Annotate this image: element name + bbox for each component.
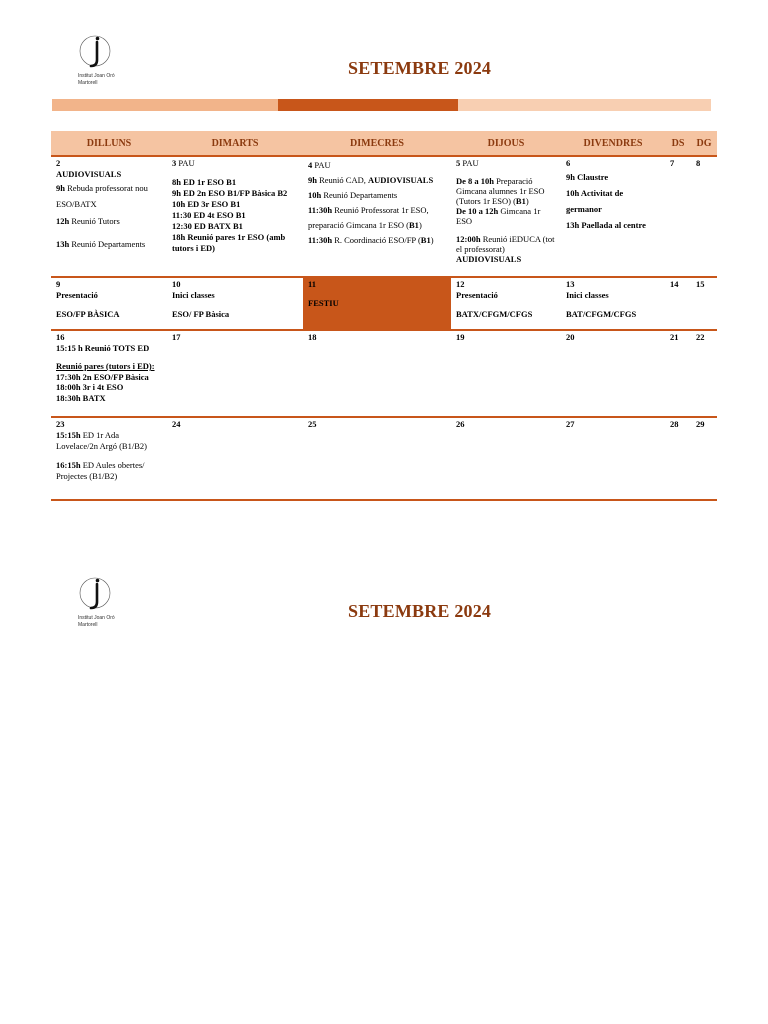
day-cell-saturday — [665, 277, 691, 330]
event-time: De 10 a 12h — [456, 206, 499, 216]
event-time: 11:30h — [308, 205, 333, 215]
header-dg: DG — [691, 131, 717, 156]
event-text: 8h ED 1r ESO B1 — [172, 177, 237, 187]
event-text: PAU — [312, 160, 331, 170]
day-cell-sunday — [691, 417, 717, 500]
event-text: Reunió Professorat 1r ESO, preparació Gimcana 1r ESO ( — [308, 205, 429, 230]
day-number: 20 — [566, 332, 575, 342]
event-time: 10h — [308, 190, 322, 200]
event-time: 13h — [56, 239, 70, 249]
event-text: AUDIOVISUALS — [456, 254, 522, 264]
event-text: Reunió Departaments — [321, 190, 398, 200]
day-cell — [303, 330, 451, 417]
event-text: Reunió CAD, — [316, 175, 368, 185]
day-number: 10 — [172, 279, 181, 289]
day-number: 3 — [172, 158, 177, 168]
day-cell-saturday — [665, 330, 691, 417]
day-number: 23 — [56, 419, 65, 429]
color-bar-segment-3 — [458, 99, 711, 111]
day-cell — [51, 330, 167, 417]
week-row — [51, 277, 717, 330]
event-text: ED 1r Ada Lovelace/2n Argó (B1/B2) — [56, 430, 147, 451]
event-time: 12:00h — [456, 234, 481, 244]
event-text: PAU — [460, 158, 479, 168]
day-cell — [303, 156, 451, 277]
event-text: BATX/CFGM/CFGS — [456, 309, 533, 319]
color-bar — [52, 99, 711, 111]
event-text: Reunió Departaments — [69, 239, 146, 249]
event-text: ) — [525, 196, 529, 206]
event-text: 18:00h 3r i 4t ESO — [56, 382, 124, 392]
event-text: ESO/ FP Bàsica — [172, 309, 230, 319]
event-text: ED Aules obertes/ Projectes (B1/B2) — [56, 460, 145, 481]
day-cell — [561, 277, 665, 330]
school-logo-repeat — [78, 576, 138, 628]
day-number: 14 — [670, 279, 679, 289]
day-number: 22 — [696, 332, 705, 342]
event-text: ) — [418, 220, 422, 230]
event-text: ESO/FP BÀSICA — [56, 309, 120, 319]
event-text: 10h ED 3r ESO B1 — [172, 199, 241, 209]
day-cell-saturday — [665, 156, 691, 277]
logo-caption-1: Institut Joan Oró — [78, 615, 115, 621]
logo-j-icon — [78, 34, 112, 72]
calendar-table — [51, 131, 717, 501]
day-number: 5 — [456, 158, 461, 168]
day-cell — [51, 417, 167, 500]
week-row — [51, 417, 717, 500]
day-cell — [303, 417, 451, 500]
event-text: Inici classes — [566, 290, 609, 300]
day-number: 12 — [456, 279, 465, 289]
day-number: 29 — [696, 419, 705, 429]
header-dijous: DIJOUS — [451, 131, 561, 156]
event-text: 11:30 ED 4t ESO B1 — [172, 210, 246, 220]
day-cell — [451, 417, 561, 500]
day-cell — [167, 277, 303, 330]
week-row — [51, 156, 717, 277]
event-text: Reunió pares (tutors i ED): — [56, 361, 155, 371]
event-time: 15:15h — [56, 430, 81, 440]
day-cell-sunday — [691, 277, 717, 330]
event-text: 15:15 h Reunió TOTS ED — [56, 342, 150, 353]
event-text: FESTIU — [308, 298, 339, 308]
event-time: 11:30h — [308, 235, 333, 245]
page-title-repeat: SETEMBRE 2024 — [348, 601, 492, 621]
day-number: 27 — [566, 419, 575, 429]
day-number: 2 — [56, 158, 61, 168]
event-text: Preparació Gimcana alumnes 1r ESO (Tutors 1r ESO) ( — [456, 176, 545, 206]
calendar-header-row — [51, 131, 717, 156]
event-text: PAU — [176, 158, 195, 168]
event-text: 17:30h 2n ESO/FP Bàsica — [56, 371, 149, 382]
event-time: De 8 a 10h — [456, 176, 495, 186]
event-time: 12h — [56, 216, 70, 226]
week-row — [51, 330, 717, 417]
event-text: 9h Claustre — [566, 172, 609, 182]
day-cell — [51, 277, 167, 330]
day-number: 6 — [566, 158, 571, 168]
day-number: 9 — [56, 279, 61, 289]
day-number: 28 — [670, 419, 679, 429]
day-cell — [561, 417, 665, 500]
day-cell-saturday — [665, 417, 691, 500]
event-time: 9h — [56, 183, 65, 193]
day-cell-holiday — [303, 277, 451, 330]
header-ds: DS — [665, 131, 691, 156]
event-text: 12:30 ED BATX B1 — [172, 221, 243, 231]
event-text: AUDIOVISUALS — [56, 169, 122, 179]
event-text: Presentació — [56, 290, 98, 300]
day-number: 18 — [308, 332, 317, 342]
event-text: B1 — [420, 235, 431, 245]
day-number: 17 — [172, 332, 181, 342]
day-number: 16 — [56, 332, 65, 342]
day-cell — [451, 330, 561, 417]
school-logo — [78, 34, 138, 86]
event-text: B1 — [409, 220, 419, 230]
event-text: Gimcana 1r ESO — [456, 206, 541, 226]
day-number: 21 — [670, 332, 679, 342]
page-title: SETEMBRE 2024 — [348, 58, 492, 78]
color-bar-segment-1 — [52, 99, 278, 111]
day-number: 4 — [308, 160, 313, 170]
event-text: Reunió iEDUCA (tot el professorat) — [456, 234, 555, 254]
day-number: 24 — [172, 419, 181, 429]
day-cell — [167, 330, 303, 417]
day-number: 26 — [456, 419, 465, 429]
day-number: 25 — [308, 419, 317, 429]
event-text: Reunió Tutors — [69, 216, 120, 226]
logo-caption-2: Martorell — [78, 622, 98, 628]
day-number: 13 — [566, 279, 575, 289]
day-cell — [561, 330, 665, 417]
logo-j-icon — [78, 576, 112, 614]
day-cell — [167, 156, 303, 277]
day-cell — [51, 156, 167, 277]
event-text: 10h Activitat de germanor — [566, 188, 624, 214]
event-text: 18:30h BATX — [56, 392, 106, 403]
event-time: 16:15h — [56, 460, 81, 470]
day-cell — [561, 156, 665, 277]
color-bar-segment-2 — [278, 99, 458, 111]
day-number: 15 — [696, 279, 705, 289]
header-dimecres: DIMECRES — [303, 131, 451, 156]
event-text: 9h ED 2n ESO B1/FP Bàsica B2 — [172, 188, 288, 198]
day-cell-sunday — [691, 156, 717, 277]
day-number: 7 — [670, 158, 675, 168]
day-cell-sunday — [691, 330, 717, 417]
event-text: 18h Reunió pares 1r ESO (amb tutors i ED) — [172, 232, 286, 253]
event-text: B1 — [515, 196, 526, 206]
header-divendres: DIVENDRES — [561, 131, 665, 156]
event-text: Inici classes — [172, 290, 215, 300]
event-text: AUDIOVISUALS — [367, 175, 434, 185]
event-text: Rebuda professorat nou ESO/BATX — [56, 183, 148, 209]
day-number: 11 — [308, 279, 317, 289]
event-text: BAT/CFGM/CFGS — [566, 309, 637, 319]
day-number: 8 — [696, 158, 701, 168]
logo-caption-2: Martorell — [78, 80, 98, 86]
event-text: 13h Paellada al centre — [566, 220, 646, 230]
header-dilluns: DILLUNS — [51, 131, 167, 156]
event-text: ) — [430, 235, 434, 245]
day-cell — [451, 156, 561, 277]
logo-caption-1: Institut Joan Oró — [78, 73, 115, 79]
event-time: 9h — [308, 175, 317, 185]
day-cell — [451, 277, 561, 330]
day-cell — [167, 417, 303, 500]
day-number: 19 — [456, 332, 465, 342]
event-text: Presentació — [456, 290, 498, 300]
event-text: R. Coordinació ESO/FP ( — [332, 235, 421, 245]
header-dimarts: DIMARTS — [167, 131, 303, 156]
